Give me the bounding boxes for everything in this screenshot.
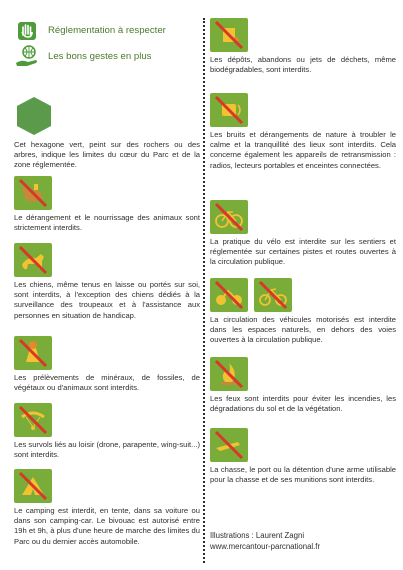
legend-gestures bbox=[14, 44, 204, 68]
hexagon-marker-icon bbox=[14, 95, 54, 137]
rule-bike bbox=[210, 200, 396, 268]
rule-text: Les prélèvements de minéraux, de fossiles, de végétaux ou d'animaux sont interdits. bbox=[14, 373, 200, 393]
rule-text: Cet hexagone vert, peint sur des rochers ou des arbres, indique les limites du cœur du Parc et de la zone réglementée. bbox=[14, 140, 200, 170]
rule-camping bbox=[14, 469, 200, 547]
hand-globe-icon bbox=[14, 45, 40, 67]
rule-animals bbox=[14, 176, 200, 233]
rule-text: Les bruits et dérangements de nature à troubler le calme et la tranquillité des lieux sont interdits. Cela concerne également les appareils de retransmission : radios, lecteurs portables et enceintes connectées. bbox=[210, 130, 396, 170]
rule-litter bbox=[210, 18, 396, 75]
legend-rules bbox=[14, 18, 204, 42]
hand-stop-icon bbox=[14, 19, 40, 41]
rule-noise bbox=[210, 93, 396, 171]
rule-text: Les survols liés au loisir (drone, parapente, wing-suit...) sont interdits. bbox=[14, 440, 200, 460]
column-divider bbox=[203, 18, 205, 563]
no-drones-icon bbox=[14, 403, 52, 437]
legend-header bbox=[14, 18, 204, 70]
illustrations-credit: Illustrations : Laurent Zagni bbox=[210, 531, 305, 540]
rule-text: Le dérangement et le nourrissage des animaux sont strictement interdits. bbox=[14, 213, 200, 233]
rule-motor-vehicles bbox=[210, 278, 396, 346]
rule-fire bbox=[210, 357, 396, 414]
rules-title: Réglementation à respecter bbox=[48, 24, 166, 36]
rule-text: Les chiens, même tenus en laisse ou portés sur soi, sont interdits, à l'exception des chiens dédiés à la surveillance des troupeaux et à l'assistance aux personnes en situation de handicap. bbox=[14, 280, 200, 320]
rule-text: La pratique du vélo est interdite sur les sentiers et réglementée sur certaines pistes et routes ouvertes à la circulation publique. bbox=[210, 237, 396, 267]
no-feeding-animals-icon bbox=[14, 176, 52, 210]
rule-picking bbox=[14, 336, 200, 393]
rule-dogs bbox=[14, 243, 200, 321]
no-picking-icon bbox=[14, 336, 52, 370]
rule-text: Le camping est interdit, en tente, dans sa voiture ou dans son camping-car. Le bivouac est autorisé entre 19h et 9h, à plus d'une heure de marche des limites du Parc ou du dernier accès automobile. bbox=[14, 506, 200, 546]
no-fire-icon bbox=[210, 357, 248, 391]
no-motor-vehicles-icon bbox=[254, 278, 292, 312]
no-hunting-icon bbox=[210, 428, 248, 462]
rule-text: Les dépôts, abandons ou jets de déchets, même biodégradables, sont interdits. bbox=[210, 55, 396, 75]
no-dogs-icon bbox=[14, 243, 52, 277]
rule-text: La chasse, le port ou la détention d'une arme utilisable pour la chasse et de ses munitions sont interdits. bbox=[210, 465, 396, 485]
icon-group bbox=[210, 278, 396, 312]
no-noise-icon bbox=[210, 93, 248, 127]
rule-hexagon bbox=[14, 95, 200, 171]
footer bbox=[210, 530, 320, 552]
gestures-title: Les bons gestes en plus bbox=[48, 50, 152, 62]
rule-text: Les feux sont interdits pour éviter les incendies, les dégradations du sol et de la végétation. bbox=[210, 394, 396, 414]
no-motorcycle-icon bbox=[210, 278, 248, 312]
no-bike-icon bbox=[210, 200, 248, 234]
website-link[interactable]: www.mercantour-parcnational.fr bbox=[210, 542, 321, 551]
rule-hunting bbox=[210, 428, 396, 485]
rule-text: La circulation des véhicules motorisés est interdite dans les espaces naturels, en dehors des voies ouvertes à la circulation publique. bbox=[210, 315, 396, 345]
no-camping-icon bbox=[14, 469, 52, 503]
rule-flyovers bbox=[14, 403, 200, 460]
no-litter-icon bbox=[210, 18, 248, 52]
